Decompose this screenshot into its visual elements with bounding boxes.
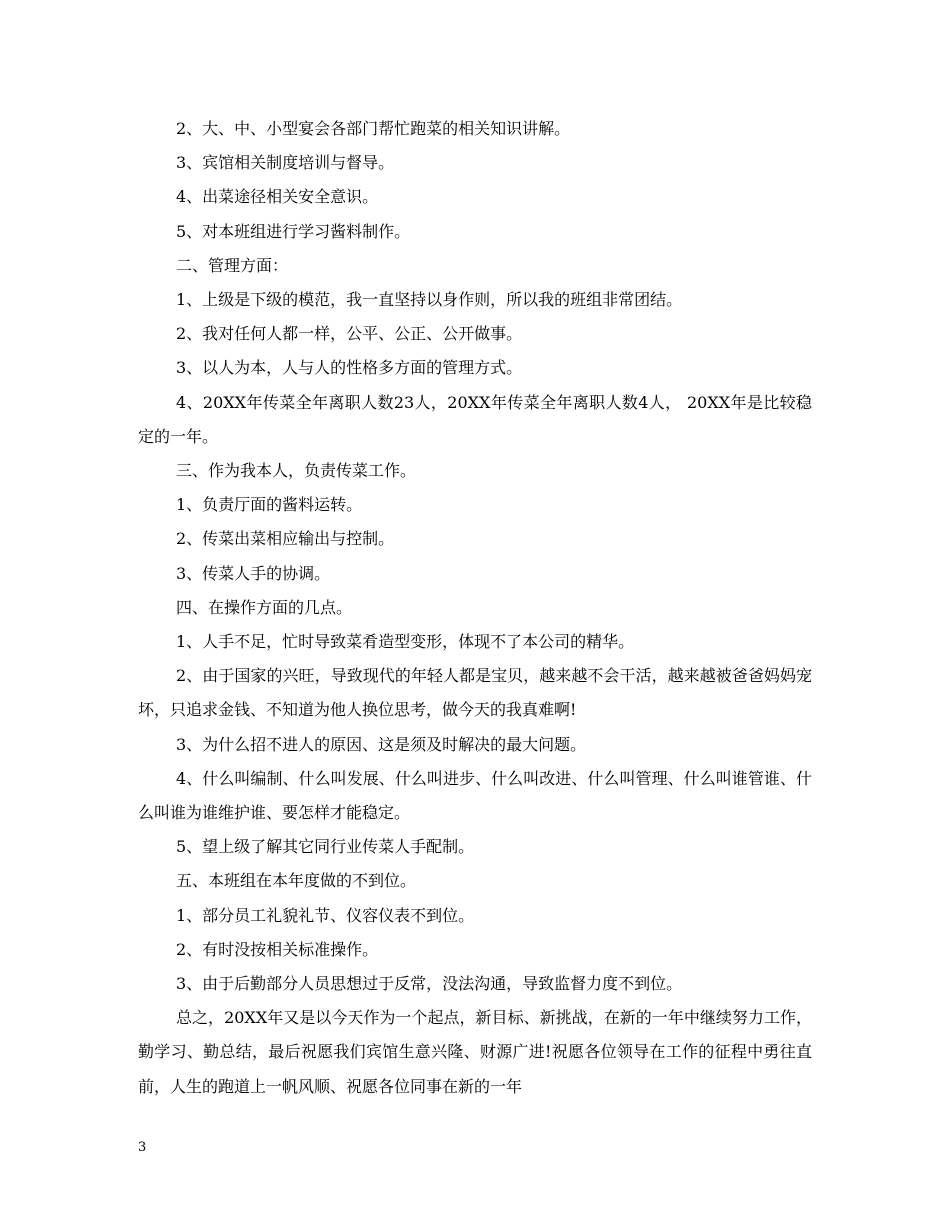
paragraph: 2、我对任何人都一样，公平、公正、公开做事。 <box>176 324 523 344</box>
section-heading: 二、管理方面： <box>176 255 289 275</box>
paragraph: 5、望上级了解其它同行业传菜人手配制。 <box>176 837 475 857</box>
paragraph: 1、上级是下级的模范，我一直坚持以身作则，所以我的班组非常团结。 <box>176 290 683 310</box>
paragraph: 3、为什么招不进人的原因、这是须及时解决的最大问题。 <box>176 734 587 754</box>
paragraph: 1、负责厅面的酱料运转。 <box>176 495 363 515</box>
conclusion-paragraph: 总之，20XX年又是以今天作为一个起点，新目标、新挑战，在新的一年中继续努力工作，勤学习、勤总结，最后祝愿我们宾馆生意兴隆、财源广进!祝愿各位领导在工作的征程中勇往直前，人生的跑道上一帆风顺、祝愿各位同事在新的一年 <box>138 1008 812 1096</box>
section-heading: 四、在操作方面的几点。 <box>176 597 353 617</box>
paragraph: 2、大、中、小型宴会各部门帮忙跑菜的相关知识讲解。 <box>176 119 571 138</box>
paragraph: 3、传菜人手的协调。 <box>176 563 331 583</box>
paragraph: 5、对本班组进行学习酱料制作。 <box>176 221 411 241</box>
paragraph: 2、传菜出菜相应输出与控制。 <box>176 529 395 549</box>
section-heading: 五、本班组在本年度做的不到位。 <box>176 871 417 891</box>
paragraph: 2、由于国家的兴旺，导致现代的年轻人都是宝贝，越来越不会干活，越来越被爸爸妈妈宠坏，只追求金钱、不知道为他人换位思考，做今天的我真难啊! <box>138 666 812 720</box>
paragraph: 3、宾馆相关制度培训与督导。 <box>176 153 395 173</box>
paragraph: 1、人手不足，忙时导致菜肴造型变形，体现不了本公司的精华。 <box>176 632 635 652</box>
paragraph: 3、由于后勤部分人员思想过于反常，没法沟通，导致监督力度不到位。 <box>176 974 683 994</box>
paragraph: 3、以人为本，人与人的性格多方面的管理方式。 <box>176 358 523 378</box>
paragraph: 4、出菜途径相关安全意识。 <box>176 187 379 207</box>
page-number: 3 <box>138 1140 147 1155</box>
document-body <box>138 112 812 1104</box>
paragraph: 1、部分员工礼貌礼节、仪容仪表不到位。 <box>176 905 475 925</box>
paragraph: 4、什么叫编制、什么叫发展、什么叫进步、什么叫改进、什么叫管理、什么叫谁管谁、什么叫谁为谁维护谁、要怎样才能稳定。 <box>138 768 812 823</box>
section-heading: 三、作为我本人，负责传菜工作。 <box>176 461 417 481</box>
paragraph: 2、有时没按相关标准操作。 <box>176 939 379 959</box>
paragraph: 4、20XX年传菜全年离职人数23人，20XX年传菜全年离职人数4人， 20XX年是比较稳定的一年。 <box>138 392 812 446</box>
